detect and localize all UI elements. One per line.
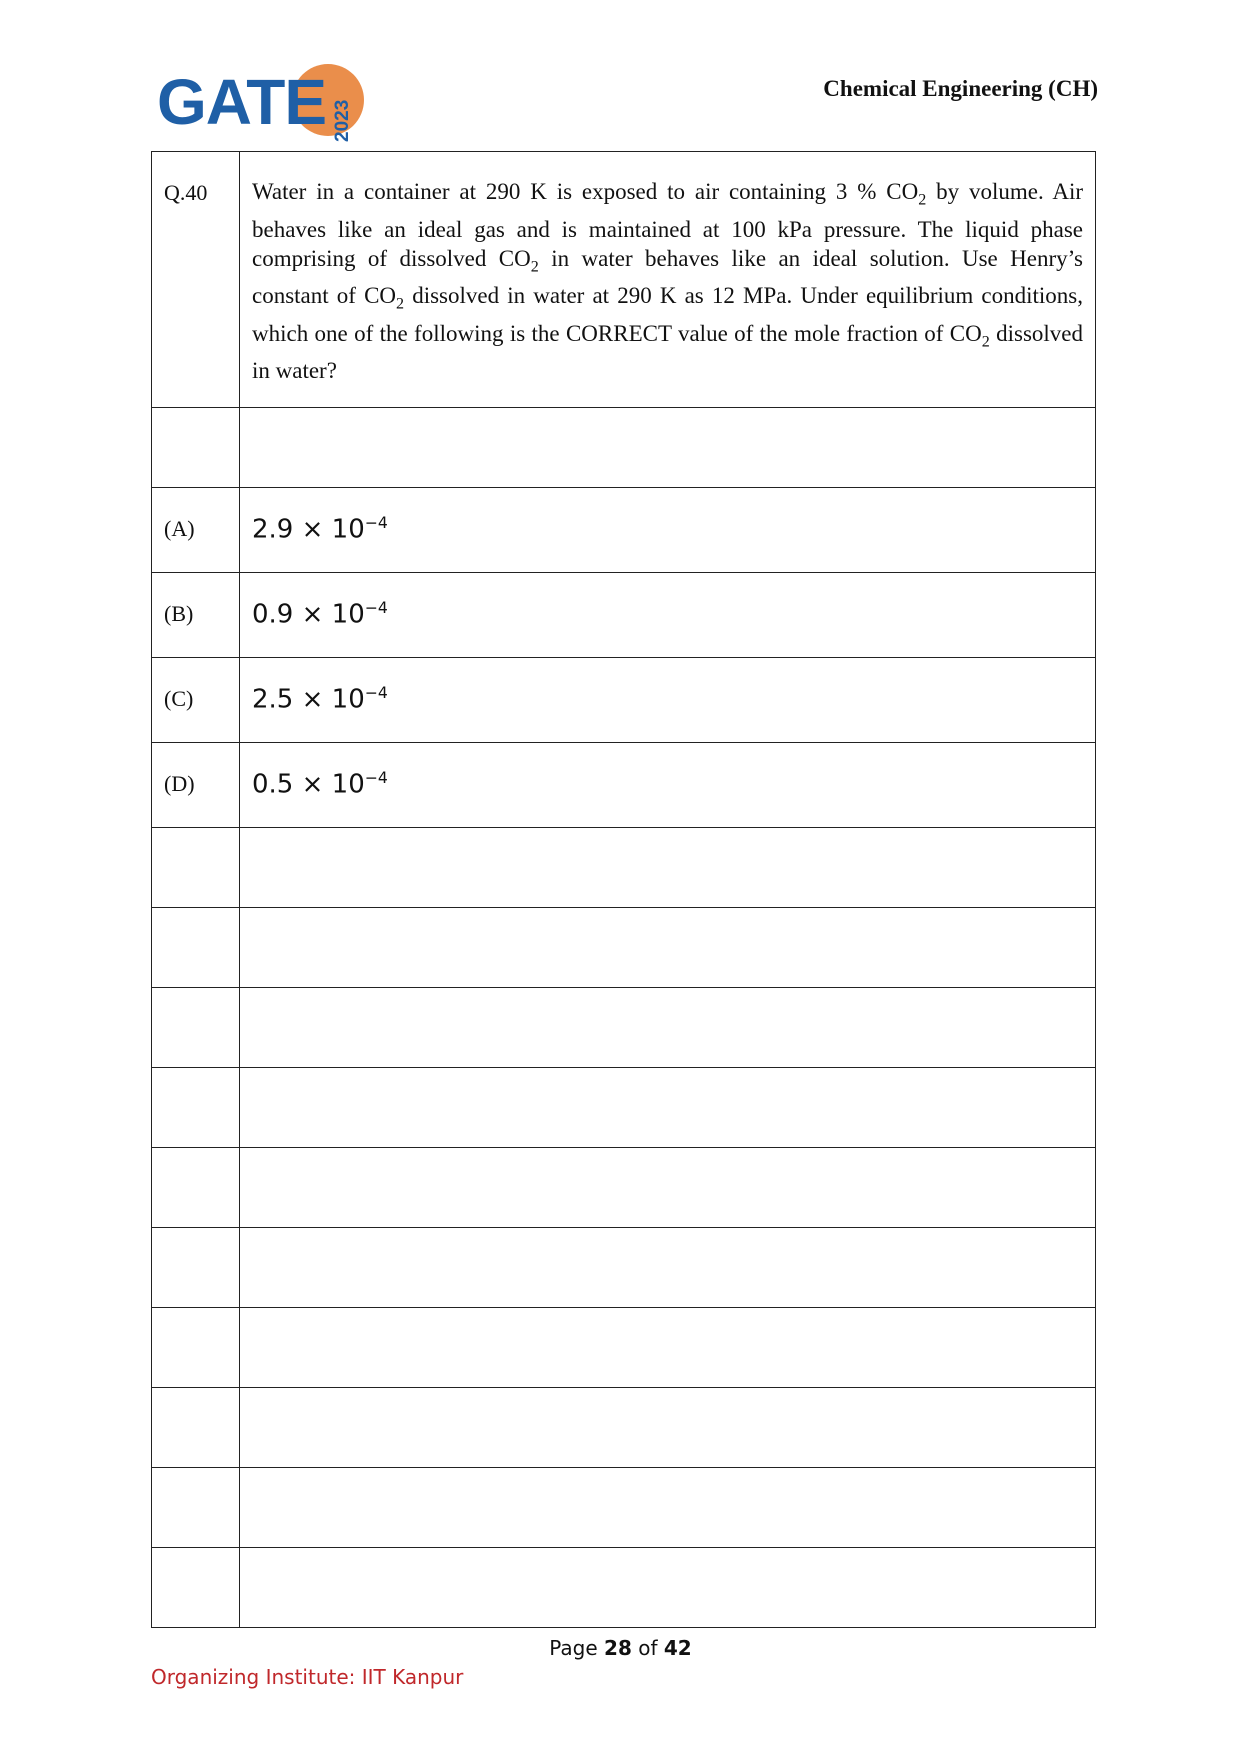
option-mantissa: 2.5 xyxy=(252,685,294,716)
page-total: 42 xyxy=(663,1636,692,1660)
option-row xyxy=(152,658,1096,743)
question-number: Q.40 xyxy=(164,180,208,205)
blank-row xyxy=(152,1228,1096,1308)
question-row xyxy=(152,152,1096,408)
logo-year: 2023 xyxy=(332,99,353,142)
option-label: (C) xyxy=(164,686,194,712)
option-exponent: −4 xyxy=(364,599,388,618)
logo-text: GATE xyxy=(157,66,327,138)
blank-row xyxy=(152,1068,1096,1148)
option-value: $0.5 \times 10^{-4}$ xyxy=(252,769,388,801)
option-row xyxy=(152,743,1096,828)
question-text: Water in a container at 290 K is exposed to air containing 3 % $CO_2$ by volume. Air behaves like an ideal gas and is maintained at 100 kPa pressure. The liquid phase comprising of dissolved $CO_2$ in water behaves like an ideal solution. Use Henry’s constant of $CO_2$ dissolved in water at 290 K as 12 MPa. Under equilibrium conditions, which one of the following is the CORRECT value of the mole fraction of $CO_2$ dissolved in water? xyxy=(252,179,1084,384)
blank-row xyxy=(152,1548,1096,1628)
option-mantissa: 0.5 xyxy=(252,770,294,801)
blank-row xyxy=(152,988,1096,1068)
option-label: (A) xyxy=(164,516,195,542)
option-label: (D) xyxy=(164,771,195,797)
option-value: $2.5 \times 10^{-4}$ xyxy=(252,684,388,716)
question-table xyxy=(151,151,1096,1628)
option-mantissa: 2.9 xyxy=(252,515,294,546)
blank-row xyxy=(152,1468,1096,1548)
page-current: 28 xyxy=(604,1636,632,1660)
option-exponent: −4 xyxy=(364,684,388,703)
option-exponent: −4 xyxy=(364,514,388,533)
gate-logo xyxy=(157,62,357,142)
option-value: $0.9 \times 10^{-4}$ xyxy=(252,599,388,631)
option-value: $2.9 \times 10^{-4}$ xyxy=(252,514,388,546)
blank-row xyxy=(152,1388,1096,1468)
blank-row xyxy=(152,828,1096,908)
option-row xyxy=(152,488,1096,573)
blank-row xyxy=(152,1148,1096,1228)
option-exponent: −4 xyxy=(364,769,388,788)
page-prefix: Page xyxy=(549,1636,605,1660)
option-label: (B) xyxy=(164,601,194,627)
option-mantissa: 0.9 xyxy=(252,600,294,631)
spacer-row xyxy=(152,408,1096,488)
blank-row xyxy=(152,1308,1096,1388)
page-mid: of xyxy=(631,1636,664,1660)
page-indicator xyxy=(0,1636,1241,1660)
subject-title: Chemical Engineering (CH) xyxy=(823,76,1098,101)
blank-row xyxy=(152,908,1096,988)
option-row xyxy=(152,573,1096,658)
organizing-institute: Organizing Institute: IIT Kanpur xyxy=(151,1665,464,1689)
